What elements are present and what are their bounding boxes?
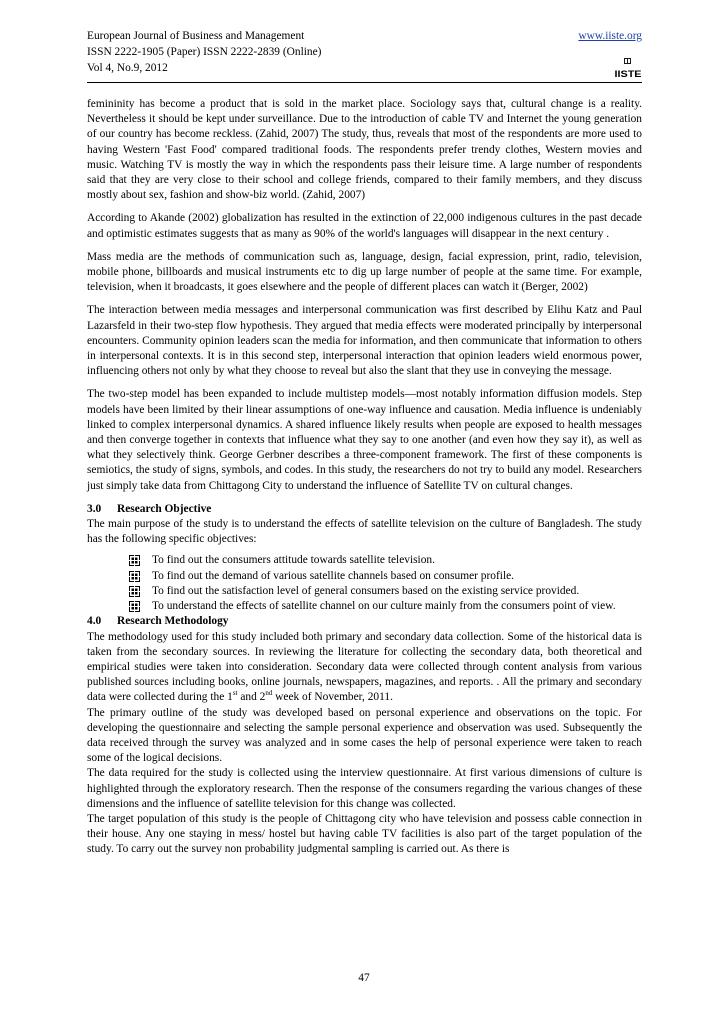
paragraph: The data required for the study is collected using the interview questionnaire. At first various dimensions of culture is highlighted through the exploratory research. Then the response of the consumers regarding the various changes of these dimensions and the influence of satellite television for this change was collected.: [87, 767, 642, 810]
paragraph: The target population of this study is the people of Chittagong city who have television and possess cable connection in their house. Any one staying in mess/ hostel but having cable TV facilities is also part of the target population of the study. To carry out the survey non probability judgmental sampling is carried out. As there is: [87, 812, 642, 856]
header-rule: [87, 82, 642, 83]
section-title: Research Objective: [117, 502, 212, 515]
list-item: [127, 599, 642, 614]
objectives-list: [87, 553, 642, 614]
objective-text: To find out the consumers attitude towards satellite television.: [152, 554, 435, 567]
journal-url-link[interactable]: www.iiste.org: [578, 30, 642, 42]
section-title: Research Methodology: [117, 615, 229, 628]
square-bullet-icon: [129, 555, 140, 566]
paragraph: femininity has become a product that is sold in the market place. Sociology says that, cultural change is a reality. Nevertheless it should be kept under surveillance. Due to the introduction of cable TV and Internet the young generation of our country has become reckless. (Zahid, 2007) The study, thus, reveals that most of the respondents are more used to having Western 'Fast Food' compared traditional foods. The respondents prefer trendy clothes, Western movies and music. Watching TV is mostly the way in which the respondents pass their leisure time. A large number of respondents said that they are very close to their school and college friends, compared to their family members, and they discuss mostly about sex, fashion and show-biz world. (Zahid, 2007): [87, 98, 642, 202]
paragraph: According to Akande (2002) globalization has resulted in the extinction of 22,000 indigenous cultures in the past decade and optimistic estimates suggests that as many as 90% of the world's languages will disappear in the next century .: [87, 212, 642, 240]
square-bullet-icon: [129, 601, 140, 612]
paragraph: The methodology used for this study included both primary and secondary data collection. Some of the historical data is taken from the secondary sources. In reviewing the literature for collecting the secondary data, both theoretical and empirical studies were taken into consideration. Secondary data were collected through content analysis from various published sources including books, online journals, newspapers, magazines, and reports. . All the primary and secondary data were collected during the 1st and 2nd week of November, 2011.: [87, 630, 642, 704]
iiste-logo-icon: [614, 58, 642, 80]
objective-text: To understand the effects of satellite channel on our culture mainly from the consumers point of view.: [152, 600, 616, 613]
section-heading-research-objective: [87, 502, 642, 517]
section-number: 4.0: [87, 615, 102, 628]
objective-text: To find out the demand of various satellite channels based on consumer profile.: [152, 569, 515, 582]
section-intro: The main purpose of the study is to understand the effects of satellite television on the culture of Bangladesh. The study has the following specific objectives:: [87, 518, 642, 546]
paragraph: The primary outline of the study was developed based on personal experience and observations on the topic. For developing the questionnaire and selecting the sample personal experience and observation was used. Subsequently the data received through the survey was analyzed and in some cases the help of personal experience were taken to reach some of the logical decisions.: [87, 706, 642, 765]
svg-text:IISTE: IISTE: [614, 69, 642, 80]
volume-line: Vol 4, No.9, 2012: [87, 62, 168, 74]
issn-line: ISSN 2222-1905 (Paper) ISSN 2222-2839 (Online): [87, 46, 322, 58]
section-heading-research-methodology: [87, 614, 642, 629]
list-item: [127, 553, 642, 568]
paragraph: Mass media are the methods of communication such as, language, design, facial expression, print, radio, television, mobile phone, billboards and musical instruments etc to dig up large number of people at the same time. For example, television, when it broadcasts, it goes elsewhere and the people of different places can watch it (Berger, 2002): [87, 250, 642, 294]
page-number: 47: [358, 972, 370, 984]
paragraph: The two-step model has been expanded to include multistep models—most notably information diffusion models. Step models have been limited by their linear assumptions of one-way influence and causation. Media influence is undeniably linked to complex interpersonal dynamics. A shared influence likely results when people are exposed to health messages and then converge together in contexts that influence what they say to one another (and even how they say it), as well as what they selectively think. George Gerbner describes a three-component framework. The first of these components is semiotics, the study of signs, symbols, and codes. In this study, the researchers do not try to build any model. Researchers just simply take data from Chittagong City to understand the influence of Satellite TV on cultural changes.: [87, 388, 642, 492]
paragraph: The interaction between media messages and interpersonal communication was first described by Elihu Katz and Paul Lazarsfeld in their two-step flow hypothesis. They argued that media effects were moderated principally by interpersonal encounters. Community opinion leaders scan the media for information, and then communicate that information to others in interpersonal contexts. It is in this second step, interpersonal interaction that opinion leaders wield enormous power, influencing others not only by what they choose to reveal but also the slant that they use in conveying the message.: [87, 304, 642, 378]
section-number: 3.0: [87, 502, 102, 515]
square-bullet-icon: [129, 571, 140, 582]
body-text: [87, 97, 642, 858]
square-bullet-icon: [129, 586, 140, 597]
list-item: [127, 569, 642, 584]
journal-title: European Journal of Business and Management: [87, 30, 305, 42]
page-header: [87, 28, 642, 76]
objective-text: To find out the satisfaction level of general consumers based on the existing service provided.: [152, 584, 580, 597]
list-item: [127, 584, 642, 599]
